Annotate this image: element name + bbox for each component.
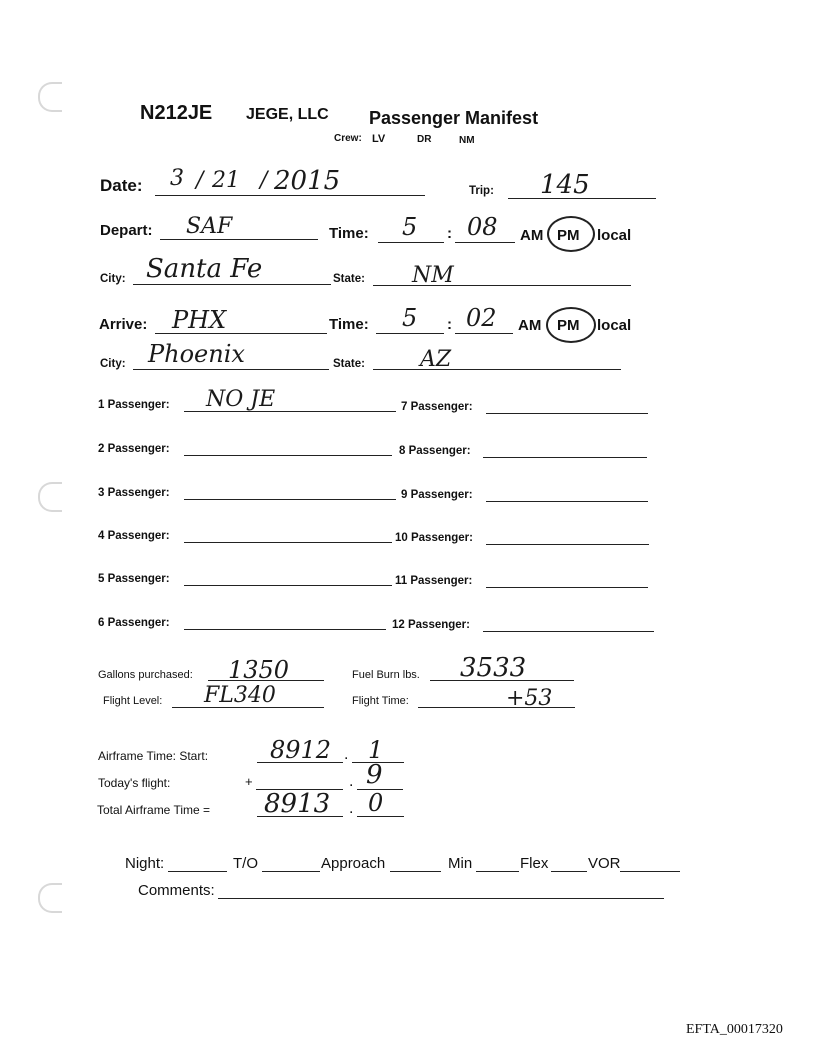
min-line [476,871,519,872]
flex-line [551,871,587,872]
passenger-label: 12 Passenger: [392,619,470,631]
passenger-label: 7 Passenger: [401,401,473,413]
depart-state-label: State: [333,273,365,285]
date-year: 2015 [274,166,341,196]
passenger-line [184,455,392,456]
to-label: T/O [233,855,258,872]
depart-hour: 5 [402,213,418,241]
passenger-label: 11 Passenger: [395,575,473,587]
passenger-label: 6 Passenger: [98,617,170,629]
depart-hour-line [378,242,444,243]
am-label: AM [518,317,542,334]
fuel-burn-label: Fuel Burn lbs. [352,669,420,681]
vor-line [620,871,680,872]
todays-flight-label: Today's flight: [98,776,171,790]
depart-city-line [133,284,331,285]
depart-minute-line [455,242,515,243]
date-day: 21 [212,168,240,193]
passenger-label: 8 Passenger: [399,445,471,457]
depart-time-label: Time: [329,225,369,242]
vor-label: VOR [588,855,621,872]
arrive-city-line [133,369,329,370]
local-label: local [597,227,632,244]
crew-label: Crew: [334,133,362,144]
binder-hole [38,883,62,913]
company-name: JEGE, LLC [246,106,329,123]
pm-label: PM [557,317,580,334]
arrive-time-label: Time: [329,316,369,333]
passenger-label: 10 Passenger: [395,532,473,544]
arrive-airport: PHX [172,306,227,334]
tail-number: N212JE [140,102,213,124]
to-line [262,871,320,872]
arrive-state: AZ [420,347,452,372]
arrive-minute-line [455,333,513,334]
depart-state: NM [412,263,454,288]
depart-minute: 08 [467,213,498,241]
arrive-city: Phoenix [148,340,245,368]
decimal-point: . [344,746,349,763]
date-separator: / [196,168,204,193]
passenger-label: 4 Passenger: [98,530,170,542]
passenger-line [486,544,649,545]
passenger-label: 1 Passenger: [98,399,170,411]
passenger-name: NO JE [206,387,276,412]
flight-level-value: FL340 [204,683,276,708]
crew-member: LV [372,133,386,145]
binder-hole [38,82,62,112]
depart-label: Depart: [100,222,153,239]
depart-city: Santa Fe [146,254,263,284]
passenger-line [184,629,386,630]
gallons-value: 1350 [228,656,290,684]
plus-sign: + [245,774,253,789]
min-label: Min [448,855,473,872]
date-label: Date: [100,176,143,195]
passenger-label: 2 Passenger: [98,443,170,455]
arrive-state-line [373,369,621,370]
todays-tenth: 9 [366,760,383,790]
decimal-point: . [349,800,354,817]
depart-airport: SAF [186,214,233,239]
comments-label: Comments: [138,882,215,899]
night-label: Night: [125,855,165,872]
crew-member: NM [459,135,475,146]
am-label: AM [520,227,544,244]
trip-label: Trip: [469,185,494,197]
passenger-line [483,631,654,632]
bates-number: EFTA_00017320 [686,1022,783,1037]
arrive-label: Arrive: [99,316,148,333]
airframe-start-label: Airframe Time: Start: [98,749,209,763]
airframe-start-tenth: 1 [368,736,384,764]
pm-label: PM [557,227,580,244]
passenger-line [184,585,392,586]
passenger-label: 5 Passenger: [98,573,170,585]
crew-member: DR [417,134,432,145]
depart-line [160,239,318,240]
passenger-line [486,501,648,502]
passenger-line [483,457,647,458]
arrive-hour: 5 [402,304,418,332]
total-airframe-label: Total Airframe Time = [97,803,211,817]
flight-level-label: Flight Level: [103,695,163,707]
arrive-state-label: State: [333,358,365,370]
night-line [168,871,227,872]
flex-label: Flex [520,855,549,872]
comments-line [218,898,664,899]
time-colon: : [447,225,452,242]
local-label: local [597,317,632,334]
gallons-label: Gallons purchased: [98,669,193,681]
passenger-label: 3 Passenger: [98,487,170,499]
passenger-line [486,413,648,414]
fuel-burn-value: 3533 [460,653,527,683]
passenger-line [486,587,648,588]
passenger-line [184,542,392,543]
total-airframe-tenth: 0 [368,789,384,817]
binder-hole [38,482,62,512]
date-month: 3 [170,166,184,191]
arrive-hour-line [376,333,444,334]
arrive-minute: 02 [466,304,497,332]
flight-time-label: Flight Time: [352,695,409,707]
total-airframe-whole: 8913 [264,789,331,819]
decimal-point: . [349,773,354,790]
page-title: Passenger Manifest [369,108,539,128]
arrive-city-label: City: [100,358,126,370]
approach-label: Approach [321,855,386,872]
date-separator: / [260,168,268,193]
passenger-line [184,499,396,500]
airframe-start-whole: 8912 [270,736,332,764]
depart-city-label: City: [100,273,126,285]
trip-number: 145 [540,170,590,200]
passenger-label: 9 Passenger: [401,489,473,501]
flight-time-value: +53 [506,686,553,711]
time-colon: : [447,316,452,333]
approach-line [390,871,441,872]
